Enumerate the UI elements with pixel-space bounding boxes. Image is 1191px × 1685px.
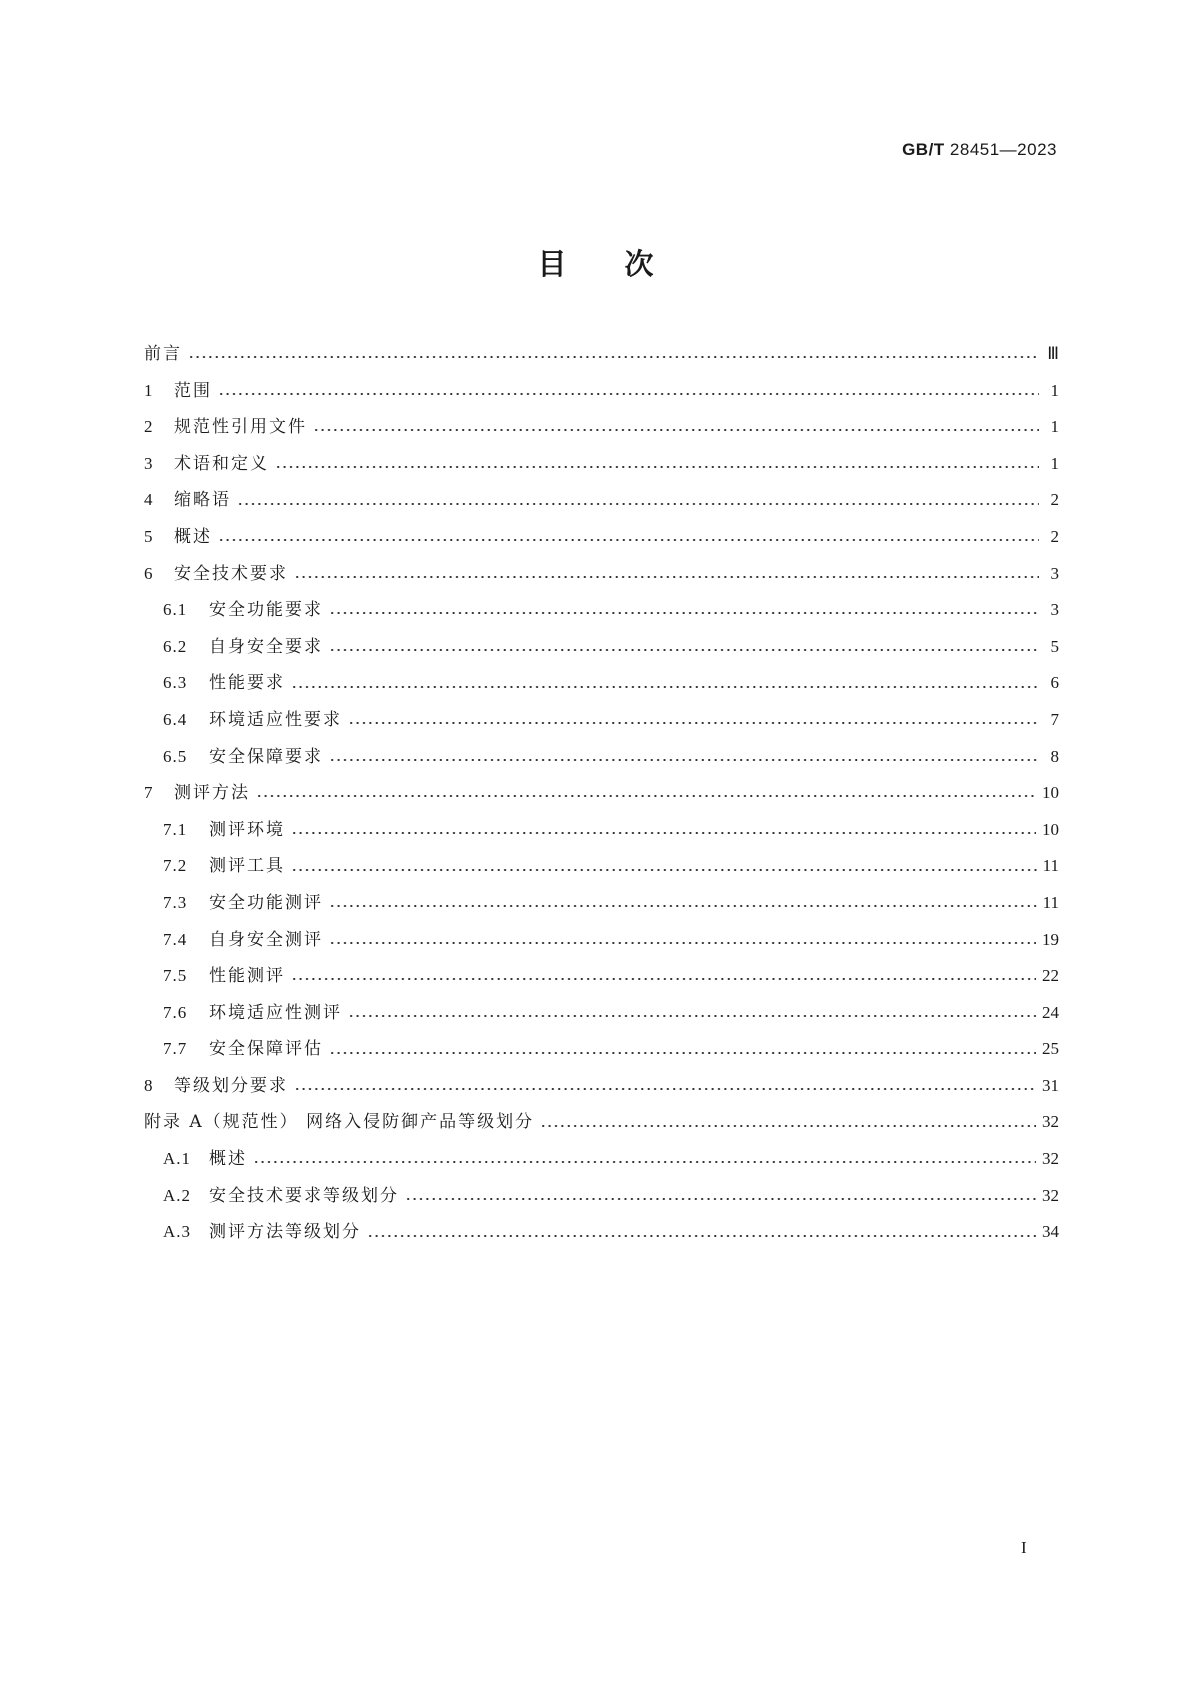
toc-entry-number: 7.7 xyxy=(163,1039,188,1059)
toc-dot-leader xyxy=(294,1088,1036,1090)
toc-entry[interactable] xyxy=(144,556,1059,593)
toc-entry-page: 24 xyxy=(1042,1002,1059,1022)
toc-entry-page: 32 xyxy=(1042,1149,1059,1169)
toc-entry-label: 测评环境 xyxy=(209,819,285,840)
toc-entry[interactable] xyxy=(144,665,1059,702)
toc-entry[interactable] xyxy=(144,775,1059,812)
toc-entry-label: 术语和定义 xyxy=(174,453,269,474)
toc-entry-page: 2 xyxy=(1050,526,1059,546)
toc-dot-leader xyxy=(218,393,1039,395)
toc-dot-leader xyxy=(313,429,1039,431)
toc-entry-page: 2 xyxy=(1050,490,1059,510)
toc-entry-label: 性能测评 xyxy=(209,966,285,987)
toc-entry-label: 安全保障要求 xyxy=(209,746,323,767)
toc-dot-leader xyxy=(256,795,1036,797)
toc-entry-page: 3 xyxy=(1050,563,1059,583)
toc-entry-label: 概述 xyxy=(209,1149,247,1170)
toc-entry-label: 安全功能要求 xyxy=(209,600,323,621)
toc-entry[interactable] xyxy=(144,848,1059,885)
standard-number: 28451—2023 xyxy=(949,140,1057,159)
toc-entry[interactable] xyxy=(144,739,1059,776)
toc-entry[interactable] xyxy=(144,922,1059,959)
toc-dot-leader xyxy=(291,686,1039,688)
toc-entry[interactable] xyxy=(144,1104,1059,1141)
toc-entry-page: 19 xyxy=(1042,929,1059,949)
toc-entry-label: 环境适应性测评 xyxy=(209,1002,342,1023)
toc-dot-leader xyxy=(367,1235,1036,1237)
toc-entry-label: 测评方法 xyxy=(174,783,250,804)
toc-dot-leader xyxy=(329,942,1036,944)
toc-entry-number: 2 xyxy=(144,417,153,437)
toc-dot-leader xyxy=(329,759,1039,761)
toc-entry-label: 安全技术要求等级划分 xyxy=(209,1185,399,1206)
toc-entry-label: 测评方法等级划分 xyxy=(209,1222,361,1243)
toc-entry-page: 5 xyxy=(1050,636,1059,656)
toc-entry-label: 范围 xyxy=(174,380,212,401)
toc-entry-label: 自身安全要求 xyxy=(209,636,323,657)
page-number: I xyxy=(1021,1538,1027,1557)
toc-entry-number: A.3 xyxy=(163,1222,192,1242)
toc-entry-number: 7.4 xyxy=(163,929,188,949)
toc-entry[interactable] xyxy=(144,995,1059,1032)
toc-entry[interactable] xyxy=(144,446,1059,483)
toc-entry-label: 安全保障评估 xyxy=(209,1039,323,1060)
toc-entry[interactable] xyxy=(144,336,1059,373)
toc-dot-leader xyxy=(348,1015,1036,1017)
toc-dot-leader xyxy=(275,466,1039,468)
toc-entry-number: 6.5 xyxy=(163,746,188,766)
toc-entry[interactable] xyxy=(144,592,1059,629)
toc-entry-page: 7 xyxy=(1050,709,1059,729)
toc-entry-page: 1 xyxy=(1050,417,1059,437)
toc-dot-leader xyxy=(291,869,1037,871)
toc-entry[interactable] xyxy=(144,812,1059,849)
toc-entry-page: 6 xyxy=(1050,673,1059,693)
toc-entry-page: 3 xyxy=(1050,600,1059,620)
toc-entry-page: 32 xyxy=(1042,1112,1059,1132)
toc-entry[interactable] xyxy=(144,1031,1059,1068)
toc-entry-number: 7 xyxy=(144,783,153,803)
toc-entry-number: 7.6 xyxy=(163,1002,188,1022)
toc-entry-number: 6.3 xyxy=(163,673,188,693)
toc-dot-leader xyxy=(329,905,1037,907)
page-title xyxy=(0,242,1191,283)
toc-dot-leader xyxy=(329,649,1039,651)
toc-entry-number: 7.5 xyxy=(163,966,188,986)
toc-dot-leader xyxy=(294,576,1039,578)
toc-entry-number: 6.1 xyxy=(163,600,188,620)
toc-entry-number: A.1 xyxy=(163,1149,192,1169)
toc-entry-page: 34 xyxy=(1042,1222,1059,1242)
toc-entry[interactable] xyxy=(144,373,1059,410)
toc-entry-number: 6 xyxy=(144,563,153,583)
toc-entry-page: 11 xyxy=(1042,892,1059,912)
toc-entry-number: A.2 xyxy=(163,1185,192,1205)
toc-entry[interactable] xyxy=(144,1068,1059,1105)
toc-entry-page: Ⅲ xyxy=(1047,344,1059,363)
toc-entry[interactable] xyxy=(144,409,1059,446)
toc-entry-label: 自身安全测评 xyxy=(209,929,323,950)
toc-entry-label: 附录 A（规范性） 网络入侵防御产品等级划分 xyxy=(144,1112,535,1133)
toc-entry-page: 11 xyxy=(1042,856,1059,876)
toc-dot-leader xyxy=(188,356,1039,358)
toc-entry-label: 概述 xyxy=(174,526,212,547)
toc-dot-leader xyxy=(218,539,1039,541)
toc-entry-label: 环境适应性要求 xyxy=(209,709,342,730)
toc-entry-label: 等级划分要求 xyxy=(174,1075,288,1096)
toc-dot-leader xyxy=(291,832,1036,834)
table-of-contents xyxy=(144,336,1059,1251)
standard-code xyxy=(902,140,1057,160)
toc-entry-number: 7.3 xyxy=(163,892,188,912)
toc-dot-leader xyxy=(291,978,1036,980)
toc-entry-number: 7.1 xyxy=(163,819,188,839)
toc-dot-leader xyxy=(253,1161,1036,1163)
toc-entry-page: 1 xyxy=(1050,380,1059,400)
toc-entry[interactable] xyxy=(144,1178,1059,1215)
toc-entry-page: 10 xyxy=(1042,819,1059,839)
toc-entry-number: 3 xyxy=(144,453,153,473)
toc-entry-label: 性能要求 xyxy=(209,673,285,694)
toc-entry-page: 22 xyxy=(1042,966,1059,986)
toc-entry-page: 1 xyxy=(1050,453,1059,473)
toc-dot-leader xyxy=(348,722,1039,724)
toc-entry[interactable] xyxy=(144,482,1059,519)
toc-entry-page: 25 xyxy=(1042,1039,1059,1059)
toc-dot-leader xyxy=(329,1052,1036,1054)
toc-entry-label: 前言 xyxy=(144,344,182,364)
toc-entry-number: 6.2 xyxy=(163,636,188,656)
toc-dot-leader xyxy=(329,612,1039,614)
toc-entry-number: 8 xyxy=(144,1075,153,1095)
toc-entry-page: 10 xyxy=(1042,783,1059,803)
title-char-2: 次 xyxy=(624,247,654,281)
toc-entry-label: 测评工具 xyxy=(209,856,285,877)
toc-entry-number: 4 xyxy=(144,490,153,510)
toc-entry[interactable] xyxy=(144,702,1059,739)
toc-entry-label: 缩略语 xyxy=(174,490,231,511)
toc-entry[interactable] xyxy=(144,1214,1059,1251)
toc-entry[interactable] xyxy=(144,519,1059,556)
toc-entry-number: 1 xyxy=(144,380,153,400)
toc-entry[interactable] xyxy=(144,885,1059,922)
toc-entry[interactable] xyxy=(144,629,1059,666)
toc-entry-label: 安全功能测评 xyxy=(209,892,323,913)
toc-entry-page: 31 xyxy=(1042,1075,1059,1095)
toc-entry[interactable] xyxy=(144,958,1059,995)
title-char-1: 目 xyxy=(537,247,567,281)
toc-dot-leader xyxy=(405,1198,1036,1200)
toc-entry-label: 安全技术要求 xyxy=(174,563,288,584)
toc-entry-number: 6.4 xyxy=(163,709,188,729)
toc-dot-leader xyxy=(540,1125,1036,1127)
toc-entry-number: 5 xyxy=(144,526,153,546)
standard-prefix: GB/T xyxy=(902,140,945,159)
toc-entry-page: 8 xyxy=(1050,746,1059,766)
toc-entry-label: 规范性引用文件 xyxy=(174,417,307,438)
toc-entry-page: 32 xyxy=(1042,1185,1059,1205)
toc-entry-number: 7.2 xyxy=(163,856,188,876)
toc-dot-leader xyxy=(237,503,1039,505)
toc-entry[interactable] xyxy=(144,1141,1059,1178)
